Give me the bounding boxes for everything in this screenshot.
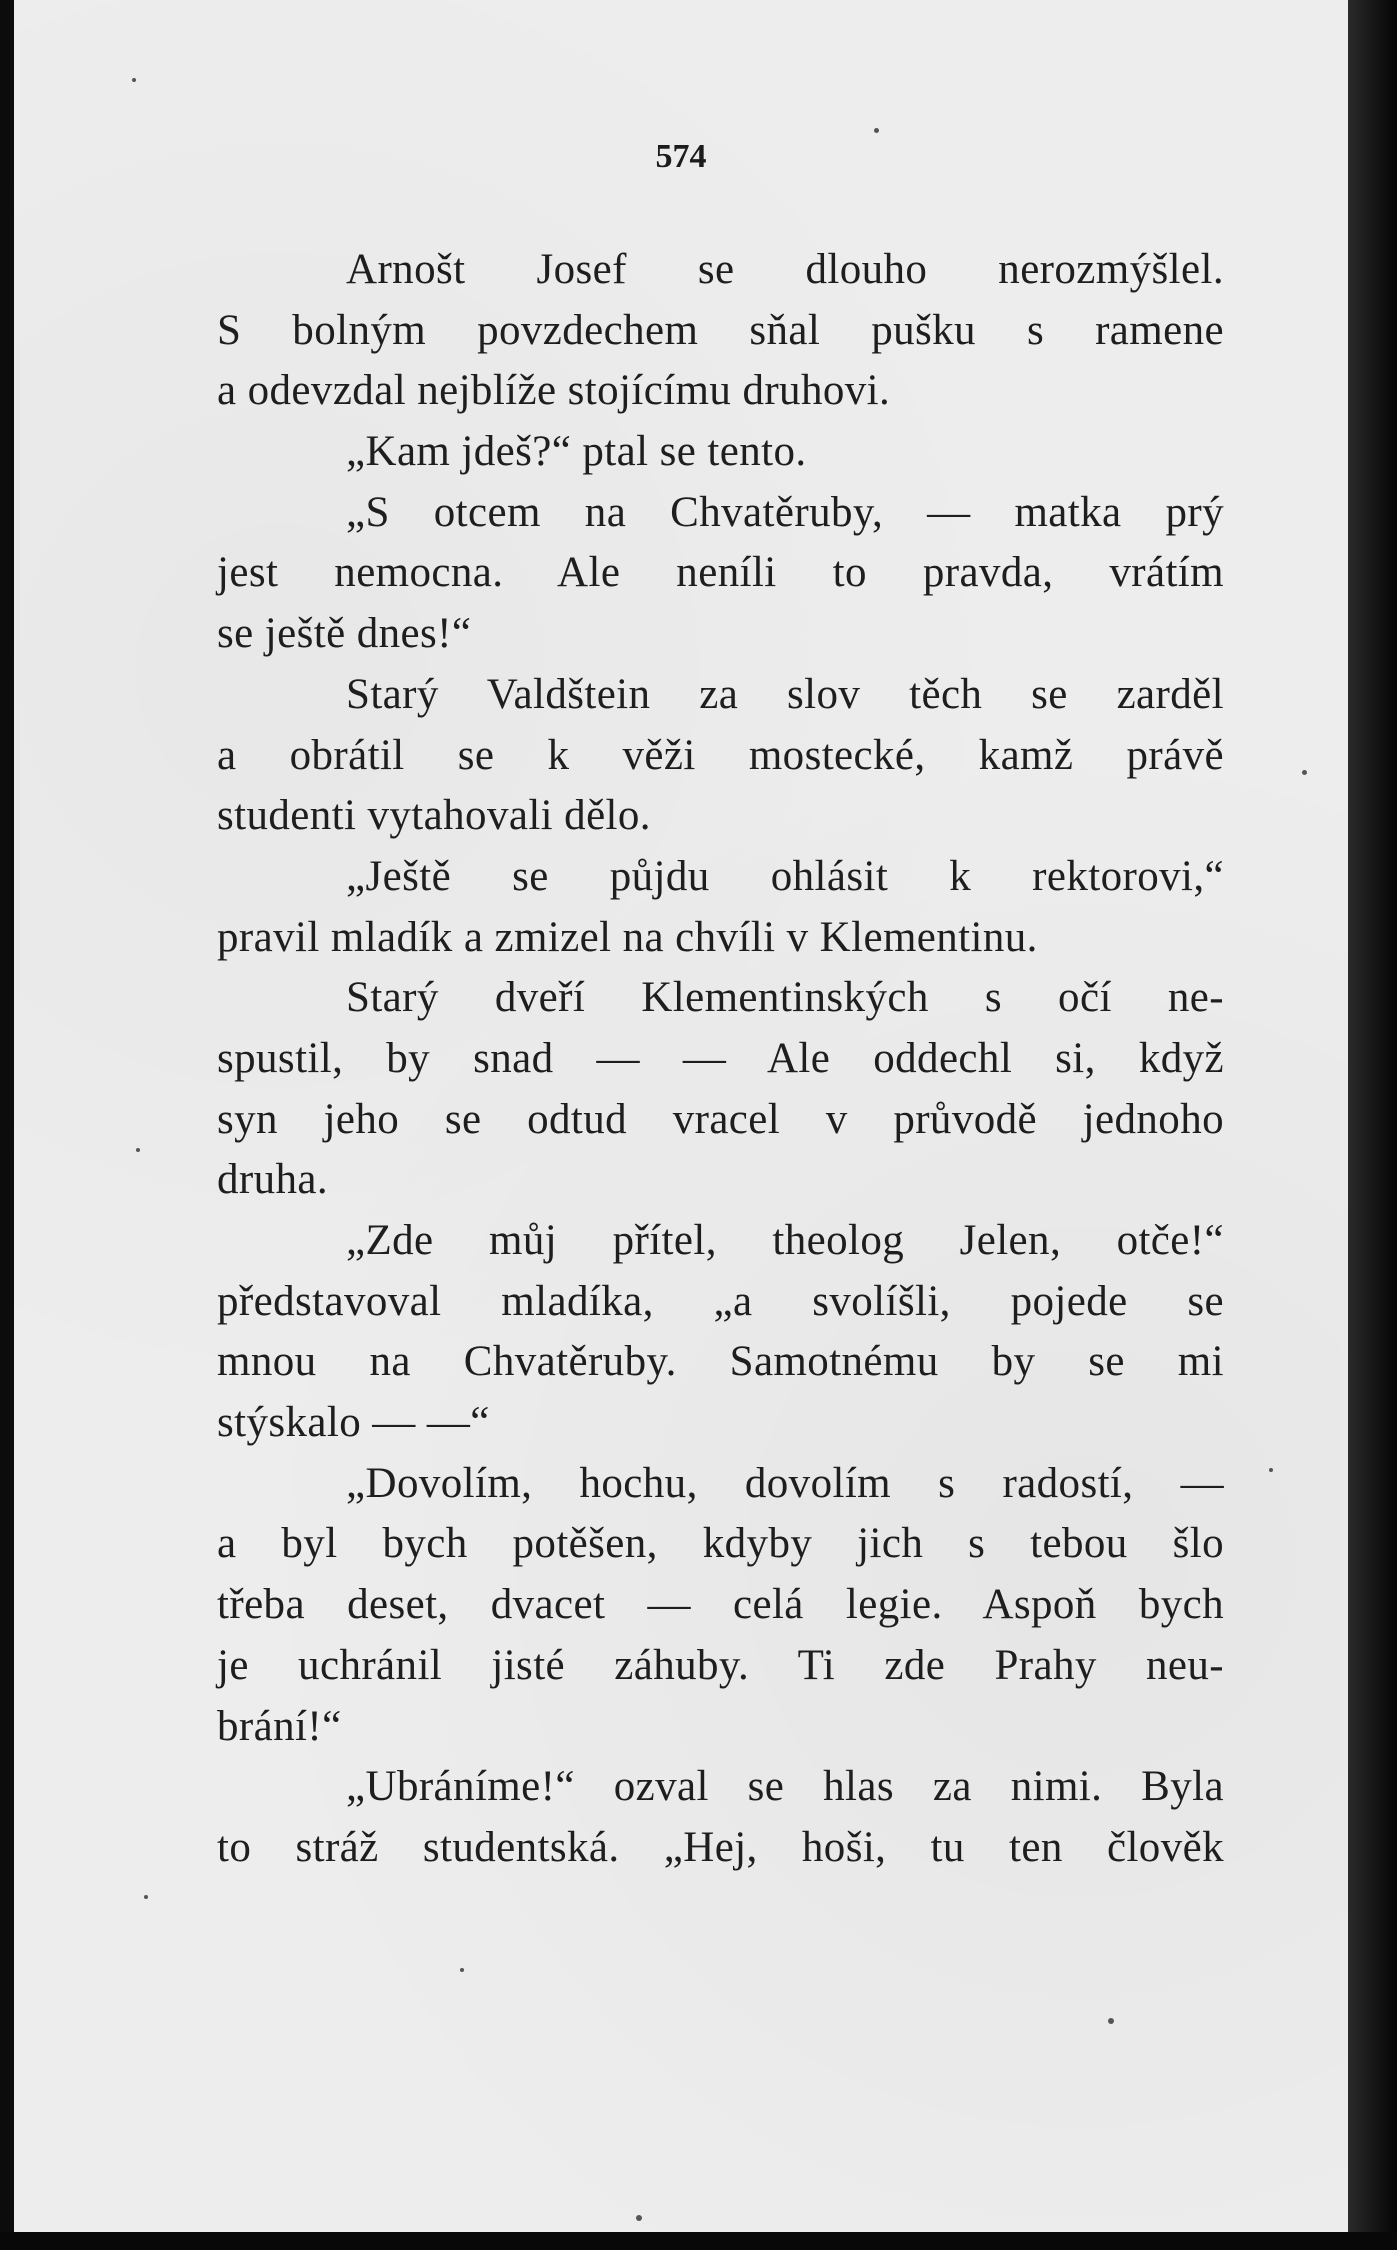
paper-speck: [132, 78, 136, 82]
page-number: 574: [655, 138, 707, 175]
text-line: „Dovolím, hochu, dovolím s radostí, —: [346, 1459, 1224, 1507]
text-line: stýskalo — —“: [217, 1399, 490, 1447]
text-line: mnou na Chvatěruby. Samotnému by se mi: [217, 1338, 1224, 1386]
paper-speck: [1108, 2018, 1114, 2024]
text-line: „Kam jdeš?“ ptal se tento.: [346, 428, 807, 476]
page-edge-shadow: [1348, 0, 1397, 2250]
paper-speck: [136, 1148, 140, 1152]
text-line: Starý Valdštein za slov těch se zarděl: [346, 670, 1224, 718]
text-line: „Ubráníme!“ ozval se hlas za nimi. Byla: [346, 1763, 1224, 1811]
text-line: Arnošt Josef se dlouho nerozmýšlel.: [346, 246, 1224, 293]
text-line: „Ještě se půjdu ohlásit k rektorovi,“: [346, 852, 1224, 900]
paper-speck: [144, 1895, 148, 1899]
paper-speck: [460, 1968, 464, 1972]
text-line: Starý dveří Klementinských s očí ne-: [346, 974, 1224, 1022]
text-line: a byl bych potěšen, kdyby jich s tebou šlo: [217, 1520, 1224, 1568]
body-text: [217, 240, 1224, 1879]
text-line: a odevzdal nejblíže stojícímu druhovi.: [217, 367, 891, 415]
text-line: představoval mladíka, „a svolíšli, pojede se: [217, 1277, 1224, 1325]
text-line: „Zde můj přítel, theolog Jelen, otče!“: [346, 1217, 1224, 1264]
text-line: syn jeho se odtud vracel v průvodě jednoho: [217, 1095, 1224, 1143]
text-line: třeba deset, dvacet — celá legie. Aspoň bych: [217, 1581, 1224, 1629]
text-line: jest nemocna. Ale neníli to pravda, vrátím: [217, 549, 1224, 597]
text-line: druha.: [217, 1156, 329, 1204]
text-line: se ještě dnes!“: [217, 610, 472, 658]
text-line: a obrátil se k věži mostecké, kamž právě: [217, 731, 1224, 779]
book-page: [14, 0, 1348, 2232]
paper-speck: [636, 2215, 642, 2221]
text-line: S bolným povzdechem sňal pušku s ramene: [217, 306, 1224, 354]
text-line: je uchránil jisté záhuby. Ti zde Prahy neu-: [217, 1641, 1224, 1689]
paper-speck: [1302, 770, 1307, 775]
text-line: to stráž studentská. „Hej, hoši, tu ten člověk: [217, 1823, 1224, 1871]
text-line: studenti vytahovali dělo.: [217, 792, 651, 840]
page-bottom-edge: [0, 2232, 1397, 2250]
text-line: pravil mladík a zmizel na chvíli v Klementinu.: [217, 913, 1038, 961]
text-line: brání!“: [217, 1702, 342, 1750]
text-line: spustil, by snad — — Ale oddechl si, když: [217, 1034, 1224, 1082]
paper-speck: [874, 128, 879, 133]
paper-speck: [1269, 1468, 1273, 1472]
text-line: „S otcem na Chvatěruby, — matka prý: [346, 488, 1224, 536]
